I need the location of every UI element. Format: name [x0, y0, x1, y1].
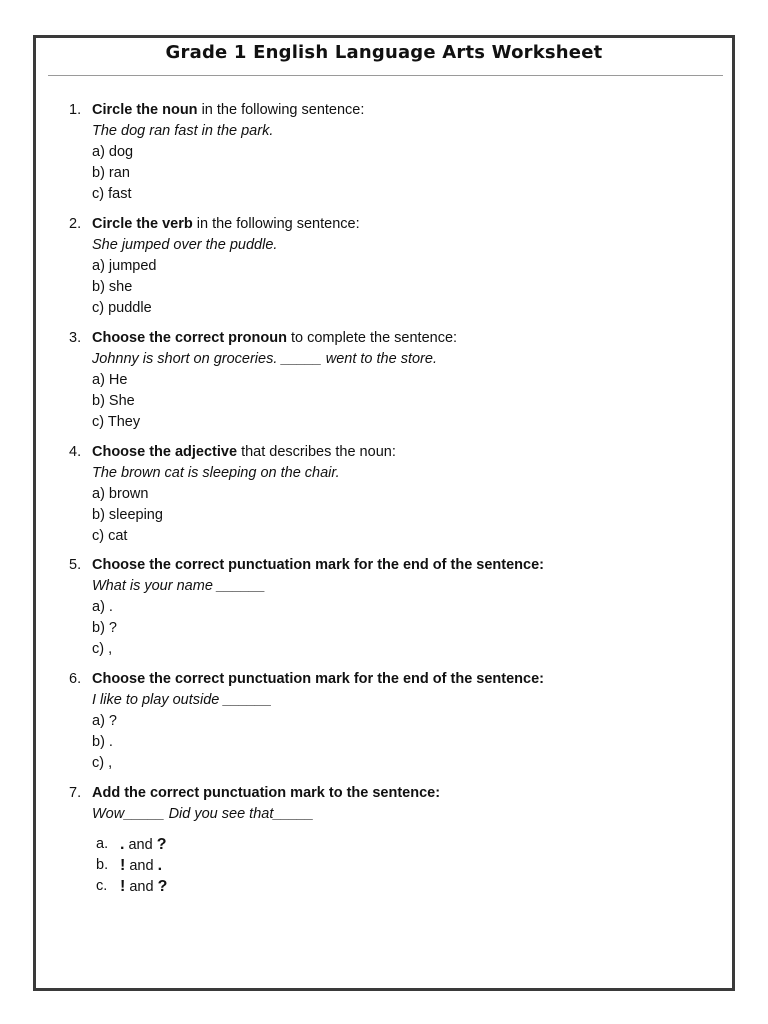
- option-text: [120, 855, 162, 877]
- option[interactable]: a) dog: [92, 144, 134, 160]
- option[interactable]: b) sleeping: [92, 507, 163, 523]
- option-label: c.: [96, 878, 108, 894]
- and-text: and: [125, 879, 158, 895]
- option[interactable]: c) cat: [92, 528, 128, 544]
- question-sentence: I like to play outside ______: [92, 692, 272, 708]
- question-prompt: [92, 555, 544, 576]
- question-prompt: [92, 442, 396, 463]
- option[interactable]: c) ,: [92, 641, 113, 657]
- prompt-rest: that describes the noun:: [237, 444, 396, 460]
- question-number: 1.: [69, 102, 82, 118]
- option[interactable]: c) ,: [92, 755, 113, 771]
- option[interactable]: [36, 876, 732, 897]
- option-text: [120, 876, 167, 898]
- question-number: 3.: [69, 330, 82, 346]
- question-prompt: [92, 214, 360, 235]
- first-mark: !: [120, 857, 126, 874]
- question-sentence: The brown cat is sleeping on the chair.: [92, 465, 340, 481]
- question-prompt: [92, 328, 457, 349]
- option[interactable]: b) .: [92, 734, 113, 750]
- second-mark: ?: [156, 836, 167, 853]
- prompt-bold: Add the correct punctuation mark to the sentence:: [92, 785, 441, 801]
- prompt-bold: Circle the verb: [92, 216, 193, 232]
- option[interactable]: b) she: [92, 279, 133, 295]
- question-sentence: The dog ran fast in the park.: [92, 123, 274, 139]
- option[interactable]: [36, 855, 732, 876]
- option-label: b.: [96, 857, 109, 873]
- question-prompt: [92, 100, 364, 121]
- option-label: a.: [96, 836, 109, 852]
- second-mark: .: [157, 857, 163, 874]
- worksheet-page: [33, 35, 735, 991]
- prompt-rest: to complete the sentence:: [286, 330, 458, 346]
- question-prompt: [92, 783, 440, 804]
- option[interactable]: a) .: [92, 599, 113, 615]
- prompt-rest: in the following sentence:: [192, 216, 360, 232]
- option[interactable]: b) ?: [92, 620, 117, 636]
- page-title: Grade 1 English Language Arts Worksheet: [165, 42, 603, 63]
- prompt-bold: Choose the correct punctuation mark for the end of the sentence:: [92, 557, 544, 573]
- option[interactable]: c) fast: [92, 186, 132, 202]
- question-number: 5.: [69, 557, 82, 573]
- first-mark: .: [120, 836, 125, 853]
- question-sentence: She jumped over the puddle.: [92, 237, 278, 253]
- option[interactable]: b) She: [92, 393, 135, 409]
- option[interactable]: a) ?: [92, 713, 117, 729]
- question-sentence: Johnny is short on groceries. _____ went to the store.: [92, 351, 437, 367]
- and-text: and: [124, 837, 157, 853]
- and-text: and: [125, 858, 158, 874]
- second-mark: ?: [157, 878, 168, 895]
- option[interactable]: c) puddle: [92, 300, 152, 316]
- option-text: [120, 834, 166, 856]
- prompt-bold: Circle the noun: [92, 102, 198, 118]
- option[interactable]: [36, 834, 732, 855]
- option[interactable]: a) jumped: [92, 258, 157, 274]
- question-sentence: What is your name ______: [92, 578, 266, 594]
- question-prompt: [92, 669, 544, 690]
- option[interactable]: c) They: [92, 414, 141, 430]
- option[interactable]: a) He: [92, 372, 128, 388]
- question-number: 7.: [69, 785, 82, 801]
- option[interactable]: a) brown: [92, 486, 149, 502]
- first-mark: !: [120, 878, 126, 895]
- question-number: 2.: [69, 216, 82, 232]
- title-divider: [48, 75, 723, 76]
- prompt-bold: Choose the adjective: [92, 444, 238, 460]
- prompt-bold: Choose the correct pronoun: [92, 330, 287, 346]
- question-sentence: Wow_____ Did you see that_____: [92, 806, 314, 822]
- prompt-rest: in the following sentence:: [197, 102, 365, 118]
- option[interactable]: b) ran: [92, 165, 130, 181]
- question-number: 4.: [69, 444, 82, 460]
- question-number: 6.: [69, 671, 82, 687]
- prompt-bold: Choose the correct punctuation mark for the end of the sentence:: [92, 671, 544, 687]
